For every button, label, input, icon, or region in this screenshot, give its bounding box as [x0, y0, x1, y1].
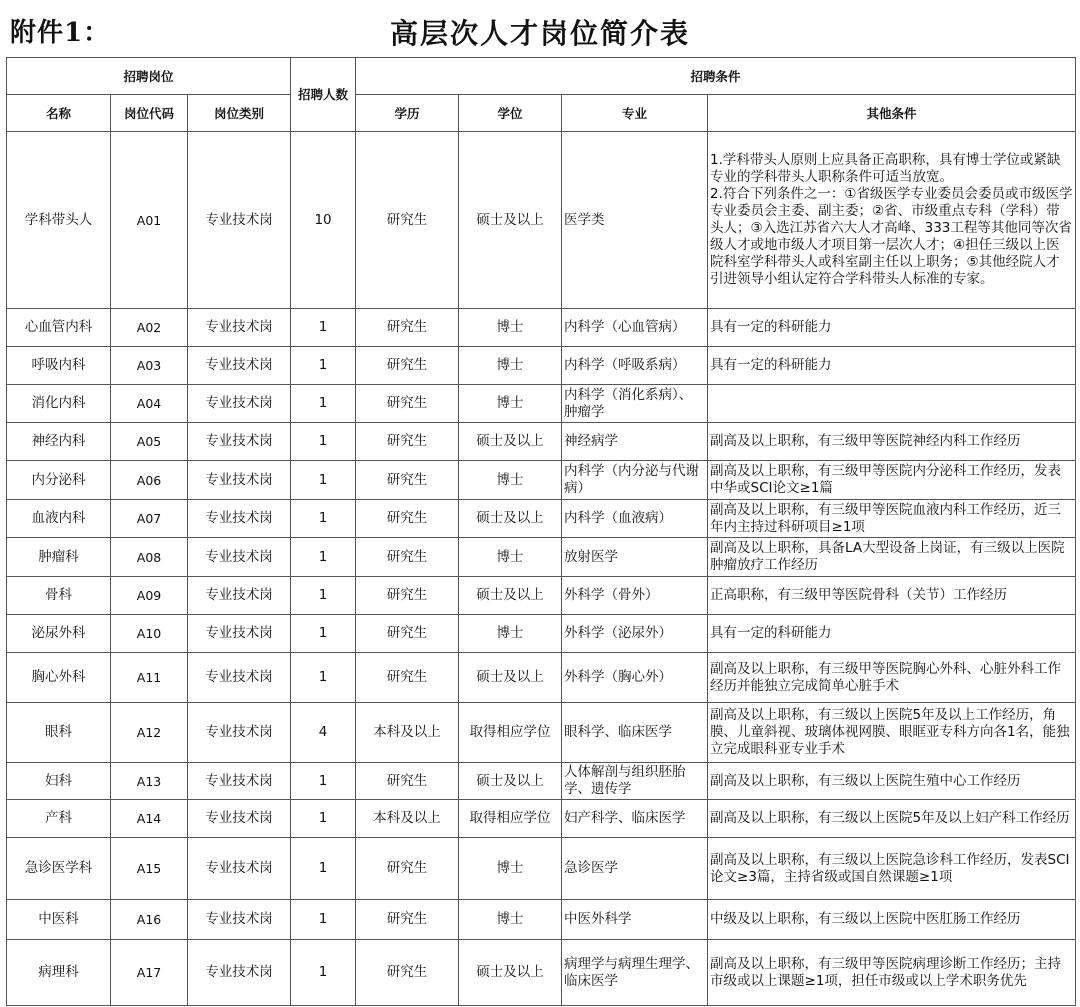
cell-major: 内科学（消化系病）、肿瘤学	[562, 385, 708, 423]
cell-education: 研究生	[356, 347, 459, 385]
cell-degree: 取得相应学位	[459, 703, 562, 763]
cell-category: 专业技术岗	[188, 615, 291, 653]
cell-category: 专业技术岗	[188, 800, 291, 838]
cell-category: 专业技术岗	[188, 500, 291, 538]
cell-major: 中医外科学	[562, 900, 708, 940]
cell-name: 心血管内科	[7, 309, 111, 347]
cell-education: 研究生	[356, 838, 459, 900]
table-row	[7, 423, 1076, 461]
cell-other: 具有一定的科研能力	[708, 615, 1076, 653]
cell-category: 专业技术岗	[188, 703, 291, 763]
cell-count: 1	[291, 385, 356, 423]
table-row	[7, 763, 1076, 800]
cell-major: 人体解剖与组织胚胎学、遗传学	[562, 763, 708, 800]
cell-other: 正高职称，有三级甲等医院骨科（关节）工作经历	[708, 577, 1076, 615]
cell-other: 副高及以上职称，有三级甲等医院神经内科工作经历	[708, 423, 1076, 461]
cell-code: A13	[111, 763, 188, 800]
table-row	[7, 940, 1076, 1006]
cell-category: 专业技术岗	[188, 132, 291, 309]
cell-degree: 硕士及以上	[459, 132, 562, 309]
cell-degree: 博士	[459, 838, 562, 900]
table-row	[7, 900, 1076, 940]
cell-category: 专业技术岗	[188, 838, 291, 900]
cell-degree: 硕士及以上	[459, 423, 562, 461]
table-row	[7, 132, 1076, 309]
cell-code: A12	[111, 703, 188, 763]
cell-count: 1	[291, 763, 356, 800]
cell-name: 学科带头人	[7, 132, 111, 309]
cell-degree: 博士	[459, 385, 562, 423]
cell-other: 副高及以上职称，有三级以上医院急诊科工作经历，发表SCI论文≥3篇，主持省级或国自然课题≥1项	[708, 838, 1076, 900]
cell-major: 外科学（胸心外）	[562, 653, 708, 703]
cell-education: 研究生	[356, 900, 459, 940]
cell-degree: 硕士及以上	[459, 653, 562, 703]
cell-count: 10	[291, 132, 356, 309]
cell-name: 病理科	[7, 940, 111, 1006]
cell-other: 1.学科带头人原则上应具备正高职称，具有博士学位或紧缺专业的学科带头人职称条件可适当放宽。 2.符合下列条件之一：①省级医学专业委员会委员或市级医学专业委员会主委、副主委；②省、市级重点专科（学科）带头人；③入选江苏省六大人才高峰、333工程等其他同等次省级人才或地市级人才项目第一层次人才；④担任三级以上医院科室学科带头人或科室副主任以上职务；⑤其他经院人才引进领导小组认定符合学科带头人标准的专家。	[708, 132, 1076, 309]
cell-major: 妇产科学、临床医学	[562, 800, 708, 838]
cell-major: 内科学（血液病）	[562, 500, 708, 538]
cell-major: 放射医学	[562, 538, 708, 577]
column-header-category: 岗位类别	[188, 95, 291, 132]
cell-code: A11	[111, 653, 188, 703]
cell-code: A10	[111, 615, 188, 653]
cell-major: 外科学（骨外）	[562, 577, 708, 615]
cell-name: 血液内科	[7, 500, 111, 538]
table-row	[7, 577, 1076, 615]
cell-category: 专业技术岗	[188, 538, 291, 577]
cell-count: 1	[291, 347, 356, 385]
cell-name: 消化内科	[7, 385, 111, 423]
cell-category: 专业技术岗	[188, 461, 291, 500]
cell-name: 眼科	[7, 703, 111, 763]
cell-category: 专业技术岗	[188, 653, 291, 703]
table-row	[7, 500, 1076, 538]
cell-education: 研究生	[356, 615, 459, 653]
cell-major: 病理学与病理生理学、临床医学	[562, 940, 708, 1006]
cell-name: 肿瘤科	[7, 538, 111, 577]
cell-other: 副高及以上职称，有三级甲等医院血液内科工作经历，近三年内主持过科研项目≥1项	[708, 500, 1076, 538]
cell-count: 1	[291, 500, 356, 538]
column-header-code: 岗位代码	[111, 95, 188, 132]
cell-major: 外科学（泌尿外）	[562, 615, 708, 653]
positions-table	[6, 57, 1076, 1006]
table-row	[7, 309, 1076, 347]
cell-education: 研究生	[356, 577, 459, 615]
cell-category: 专业技术岗	[188, 900, 291, 940]
cell-education: 研究生	[356, 500, 459, 538]
cell-education: 研究生	[356, 385, 459, 423]
cell-degree: 硕士及以上	[459, 940, 562, 1006]
cell-degree: 博士	[459, 538, 562, 577]
cell-degree: 博士	[459, 461, 562, 500]
cell-education: 研究生	[356, 461, 459, 500]
cell-code: A05	[111, 423, 188, 461]
document-header	[0, 0, 1080, 56]
header-recruitment-position: 招聘岗位	[7, 58, 291, 95]
cell-education: 本科及以上	[356, 703, 459, 763]
cell-code: A15	[111, 838, 188, 900]
column-header-degree: 学位	[459, 95, 562, 132]
cell-code: A03	[111, 347, 188, 385]
cell-code: A16	[111, 900, 188, 940]
table-row	[7, 703, 1076, 763]
cell-count: 4	[291, 703, 356, 763]
cell-count: 1	[291, 577, 356, 615]
column-header-name: 名称	[7, 95, 111, 132]
cell-category: 专业技术岗	[188, 347, 291, 385]
cell-other	[708, 385, 1076, 423]
cell-education: 研究生	[356, 940, 459, 1006]
cell-code: A07	[111, 500, 188, 538]
cell-name: 胸心外科	[7, 653, 111, 703]
cell-code: A17	[111, 940, 188, 1006]
cell-count: 1	[291, 940, 356, 1006]
cell-major: 医学类	[562, 132, 708, 309]
cell-category: 专业技术岗	[188, 423, 291, 461]
cell-category: 专业技术岗	[188, 763, 291, 800]
cell-count: 1	[291, 900, 356, 940]
cell-category: 专业技术岗	[188, 940, 291, 1006]
cell-count: 1	[291, 461, 356, 500]
cell-other: 具有一定的科研能力	[708, 347, 1076, 385]
cell-degree: 硕士及以上	[459, 500, 562, 538]
table-row	[7, 538, 1076, 577]
cell-category: 专业技术岗	[188, 309, 291, 347]
header-recruitment-count: 招聘人数	[291, 58, 356, 132]
table-row	[7, 615, 1076, 653]
cell-major: 急诊医学	[562, 838, 708, 900]
document-title: 高层次人才岗位简介表	[389, 17, 690, 50]
cell-count: 1	[291, 800, 356, 838]
cell-name: 骨科	[7, 577, 111, 615]
cell-name: 急诊医学科	[7, 838, 111, 900]
cell-education: 研究生	[356, 763, 459, 800]
cell-degree: 硕士及以上	[459, 763, 562, 800]
cell-other: 副高及以上职称，有三级以上医院5年及以上妇产科工作经历	[708, 800, 1076, 838]
cell-name: 中医科	[7, 900, 111, 940]
cell-degree: 取得相应学位	[459, 800, 562, 838]
table-row	[7, 800, 1076, 838]
column-header-major: 专业	[562, 95, 708, 132]
cell-other: 副高及以上职称，有三级甲等医院胸心外科、心脏外科工作经历并能独立完成简单心脏手术	[708, 653, 1076, 703]
cell-count: 1	[291, 838, 356, 900]
table-row	[7, 347, 1076, 385]
cell-count: 1	[291, 653, 356, 703]
cell-category: 专业技术岗	[188, 385, 291, 423]
cell-name: 泌尿外科	[7, 615, 111, 653]
table-row	[7, 653, 1076, 703]
table-row	[7, 461, 1076, 500]
cell-education: 研究生	[356, 132, 459, 309]
cell-education: 研究生	[356, 538, 459, 577]
cell-name: 产科	[7, 800, 111, 838]
column-header-education: 学历	[356, 95, 459, 132]
cell-name: 呼吸内科	[7, 347, 111, 385]
cell-major: 内科学（内分泌与代谢病）	[562, 461, 708, 500]
cell-code: A09	[111, 577, 188, 615]
cell-other: 中级及以上职称，有三级以上医院中医肛肠工作经历	[708, 900, 1076, 940]
cell-major: 神经病学	[562, 423, 708, 461]
cell-code: A01	[111, 132, 188, 309]
cell-degree: 博士	[459, 900, 562, 940]
cell-code: A06	[111, 461, 188, 500]
cell-code: A02	[111, 309, 188, 347]
cell-name: 内分泌科	[7, 461, 111, 500]
cell-name: 神经内科	[7, 423, 111, 461]
cell-degree: 硕士及以上	[459, 577, 562, 615]
cell-education: 研究生	[356, 309, 459, 347]
cell-code: A08	[111, 538, 188, 577]
cell-other: 副高及以上职称，具备LA大型设备上岗证，有三级以上医院肿瘤放疗工作经历	[708, 538, 1076, 577]
cell-count: 1	[291, 309, 356, 347]
cell-code: A04	[111, 385, 188, 423]
cell-other: 副高及以上职称，有三级甲等医院病理诊断工作经历；主持市级或以上课题≥1项，担任市级或以上学术职务优先	[708, 940, 1076, 1006]
cell-name: 妇科	[7, 763, 111, 800]
cell-education: 本科及以上	[356, 800, 459, 838]
cell-major: 眼科学、临床医学	[562, 703, 708, 763]
cell-count: 1	[291, 538, 356, 577]
cell-category: 专业技术岗	[188, 577, 291, 615]
cell-education: 研究生	[356, 423, 459, 461]
cell-other: 副高及以上职称，有三级甲等医院内分泌科工作经历，发表中华或SCI论文≥1篇	[708, 461, 1076, 500]
cell-other: 副高及以上职称，有三级以上医院5年及以上工作经历，角膜、儿童斜视、玻璃体视网膜、眼眶亚专科方向各1名，能独立完成眼科亚专业手术	[708, 703, 1076, 763]
cell-count: 1	[291, 423, 356, 461]
cell-major: 内科学（心血管病）	[562, 309, 708, 347]
cell-count: 1	[291, 615, 356, 653]
cell-code: A14	[111, 800, 188, 838]
table-row	[7, 838, 1076, 900]
cell-degree: 博士	[459, 347, 562, 385]
cell-major: 内科学（呼吸系病）	[562, 347, 708, 385]
column-header-other: 其他条件	[708, 95, 1076, 132]
attachment-label: 附件1：	[10, 18, 111, 48]
cell-degree: 博士	[459, 309, 562, 347]
table-row	[7, 385, 1076, 423]
cell-degree: 博士	[459, 615, 562, 653]
cell-education: 研究生	[356, 653, 459, 703]
cell-other: 副高及以上职称，有三级以上医院生殖中心工作经历	[708, 763, 1076, 800]
header-recruitment-conditions: 招聘条件	[356, 58, 1076, 95]
cell-other: 具有一定的科研能力	[708, 309, 1076, 347]
